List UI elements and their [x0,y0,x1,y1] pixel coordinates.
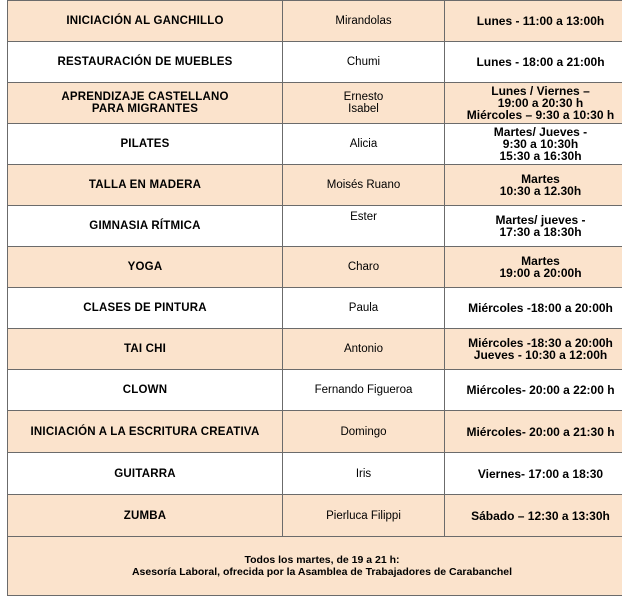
table-row [8,83,622,124]
footer-line-1: Todos los martes, de 19 a 21 h: [244,554,400,566]
activity-cell [8,495,283,537]
instructor-cell [283,453,445,495]
table-row [8,411,622,453]
table-row [8,288,622,329]
activity-cell-line: APRENDIZAJE CASTELLANO [61,91,229,103]
schedule-cell-line: Martes [521,254,560,268]
instructor-cell [283,42,445,83]
instructor-cell [283,206,445,247]
table-row [8,1,622,42]
instructor-cell [283,124,445,165]
table-row [8,42,622,83]
instructor-cell-line: Moisés Ruano [326,179,401,191]
schedule-table [7,0,622,596]
instructor-cell-line: Chumi [346,56,381,68]
footer-line-2: Asesoría Laboral, ofrecida por la Asamblea de Trabajadores de Carabanchel [131,566,513,578]
schedule-cell-line: Martes/ Jueves - [493,125,588,139]
schedule-cell [445,165,622,206]
schedule-cell [445,329,622,370]
instructor-cell-line: Isabel [348,103,379,115]
activity-cell-line: INICIACIÓN A LA ESCRITURA CREATIVA [30,425,260,438]
instructor-cell-line: Domingo [340,425,387,438]
table-row [8,329,622,370]
instructor-cell [283,288,445,329]
activity-cell-line: TALLA EN MADERA [88,179,202,191]
table-row [8,495,622,537]
activity-cell [8,247,283,288]
instructor-cell [283,370,445,411]
schedule-cell [445,453,622,495]
instructor-cell-line: Antonio [343,343,383,355]
footer-row [8,537,622,596]
schedule-cell-line: Martes [521,172,560,186]
schedule-cell-line: Miércoles – 9:30 a 10:30 h [466,108,615,122]
schedule-cell [445,124,622,165]
schedule-cell [445,411,622,453]
schedule-cell [445,247,622,288]
instructor-cell [283,247,445,288]
instructor-cell-line: Charo [347,261,380,273]
schedule-cell-line: Miércoles -18:30 a 20:00h [468,336,613,350]
schedule-cell-line: 15:30 a 16:30h [499,149,582,163]
table-body [8,1,622,537]
activity-cell [8,124,283,165]
instructor-cell-line: Paula [348,302,379,314]
schedule-cell-line: 9:30 a 10:30h [502,137,579,151]
activity-cell-line: PILATES [120,138,170,150]
activity-cell-line: INICIACIÓN AL GANCHILLO [66,15,224,27]
table-row [8,370,622,411]
activity-cell [8,165,283,206]
instructor-cell-line: Ester [350,211,377,223]
schedule-cell-line: Martes/ jueves - [495,213,586,227]
schedule-cell-line: Miércoles- 20:00 a 22:00 h [466,383,615,397]
instructor-cell [283,1,445,42]
schedule-cell-line: Sábado – 12:30 a 13:30h [471,508,610,523]
activity-cell-line: PARA MIGRANTES [91,103,199,115]
activity-cell-line: YOGA [127,261,163,273]
activity-cell-line: ZUMBA [123,509,167,522]
schedule-cell-line: Jueves - 10:30 a 12:00h [473,348,608,362]
schedule-cell-line: 10:30 a 12.30h [499,184,582,198]
instructor-cell [283,411,445,453]
schedule-cell-line: 19:00 a 20:30 h [497,96,584,110]
instructor-cell-line: Alicia [349,138,378,150]
instructor-cell-line: Iris [355,467,372,480]
activity-cell [8,411,283,453]
schedule-cell [445,288,622,329]
instructor-cell-line: Mirandolas [335,15,392,27]
activity-cell [8,83,283,124]
schedule-cell-line: 19:00 a 20:00h [499,266,582,280]
schedule-cell [445,206,622,247]
instructor-cell-line: Fernando Figueroa [314,384,413,396]
footer-note [8,537,622,596]
activity-cell-line: CLASES DE PINTURA [83,302,207,314]
activity-cell [8,453,283,495]
schedule-cell [445,83,622,124]
schedule-cell-line: Lunes - 18:00 a 21:00h [476,55,605,69]
activity-cell-line: RESTAURACIÓN DE MUEBLES [57,56,233,68]
schedule-cell-line: 17:30 a 18:30h [499,225,582,239]
schedule-cell-line: Viernes- 17:00 a 18:30 [477,466,604,481]
instructor-cell [283,165,445,206]
schedule-cell-line: Lunes - 11:00 a 13:00h [476,14,605,28]
activity-cell-line: GUITARRA [114,467,176,480]
activity-cell [8,288,283,329]
schedule-cell [445,495,622,537]
instructor-cell [283,495,445,537]
activity-cell [8,329,283,370]
instructor-cell-line: Ernesto [343,91,384,103]
instructor-cell [283,329,445,370]
schedule-cell [445,370,622,411]
schedule-cell [445,42,622,83]
table-row [8,247,622,288]
activity-cell-line: TAI CHI [123,343,167,355]
instructor-cell [283,83,445,124]
schedule-cell [445,1,622,42]
schedule-cell-line: Miércoles- 20:00 a 21:30 h [466,424,615,439]
activity-cell [8,1,283,42]
activity-cell [8,206,283,247]
instructor-cell-line: Pierluca Filippi [326,509,401,522]
table-row [8,206,622,247]
table-row [8,453,622,495]
table-row [8,165,622,206]
schedule-cell-line: Miércoles -18:00 a 20:00h [468,301,613,315]
activity-cell [8,42,283,83]
table-row [8,124,622,165]
activity-cell-line: GIMNASIA RÍTMICA [89,220,201,232]
activity-cell-line: CLOWN [122,384,168,396]
activity-cell [8,370,283,411]
schedule-cell-line: Lunes / Viernes – [491,84,590,98]
